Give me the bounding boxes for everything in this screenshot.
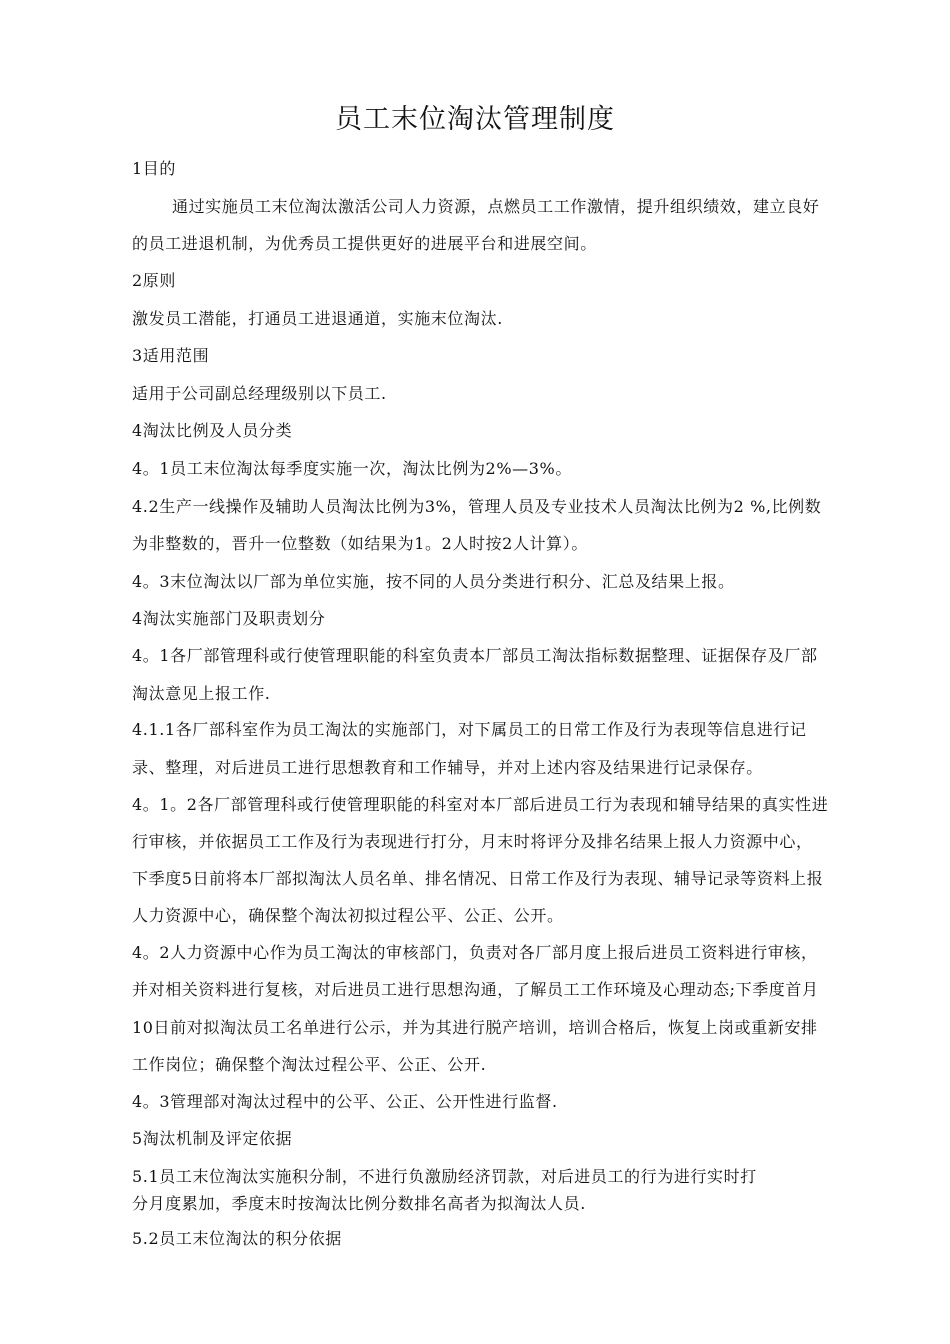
paragraph-line: 通过实施员工末位淘汰激活公司人力资源，点燃员工工作激情，提升组织绩效，建立良好 xyxy=(172,197,820,216)
paragraph-line: 10日前对拟淘汰员工名单进行公示，并为其进行脱产培训，培训合格后，恢复上岗或重新安排 xyxy=(132,1018,818,1037)
paragraph-line: 5.1员工末位淘汰实施积分制，不进行负激励经济罚款，对后进员工的行为进行实时打 xyxy=(132,1167,757,1186)
paragraph-line: 为非整数的，晋升一位整数（如结果为1。2人时按2人计算）。 xyxy=(132,534,588,553)
paragraph-line: 4.1.1各厂部科室作为员工淘汰的实施部门，对下属员工的日常工作及行为表现等信息进行记 xyxy=(132,720,807,739)
document-title: 员工末位淘汰管理制度 xyxy=(335,104,615,135)
paragraph-line: 4。1。2各厂部管理科或行使管理职能的科室对本厂部后进员工行为表现和辅导结果的真实性进 xyxy=(132,795,829,814)
paragraph-line: 并对相关资料进行复核，对后进员工进行思想沟通，了解员工工作环境及心理动态;下季度首月 xyxy=(132,980,819,999)
paragraph-line: 的员工进退机制，为优秀员工提供更好的进展平台和进展空间。 xyxy=(132,234,597,253)
paragraph-line: 5.2员工末位淘汰的积分依据 xyxy=(132,1229,342,1248)
paragraph-line: 分月度累加，季度末时按淘汰比例分数排名高者为拟淘汰人员. xyxy=(132,1194,586,1213)
paragraph-line: 录、整理，对后进员工进行思想教育和工作辅导，并对上述内容及结果进行记录保存。 xyxy=(132,758,763,777)
heading-purpose: 1目的 xyxy=(132,159,176,178)
paragraph-line: 人力资源中心，确保整个淘汰初拟过程公平、公正、公开。 xyxy=(132,906,564,925)
paragraph-line: 适用于公司副总经理级别以下员工. xyxy=(132,384,387,403)
paragraph-line: 4。1员工末位淘汰每季度实施一次，淘汰比例为2%—3%。 xyxy=(132,459,572,478)
heading-mechanism: 5淘汰机制及评定依据 xyxy=(132,1129,293,1148)
paragraph-line: 4。3末位淘汰以厂部为单位实施，按不同的人员分类进行积分、汇总及结果上报。 xyxy=(132,572,735,591)
heading-departments: 4淘汰实施部门及职责划分 xyxy=(132,609,326,628)
paragraph-line: 工作岗位；确保整个淘汰过程公平、公正、公开. xyxy=(132,1055,487,1074)
paragraph-line: 4。3管理部对淘汰过程中的公平、公正、公开性进行监督. xyxy=(132,1092,558,1111)
paragraph-line: 4.2生产一线操作及辅助人员淘汰比例为3%，管理人员及专业技术人员淘汰比例为2 %,比例数 xyxy=(132,497,822,516)
paragraph-line: 激发员工潜能，打通员工进退通道，实施末位淘汰. xyxy=(132,309,503,328)
paragraph-line: 4。1各厂部管理科或行使管理职能的科室负责本厂部员工淘汰指标数据整理、证据保存及厂部 xyxy=(132,646,818,665)
paragraph-line: 4。2人力资源中心作为员工淘汰的审核部门，负责对各厂部月度上报后进员工资料进行审核， xyxy=(132,943,818,962)
heading-ratio: 4淘汰比例及人员分类 xyxy=(132,421,293,440)
paragraph-line: 行审核，并依据员工工作及行为表现进行打分，月末时将评分及排名结果上报人力资源中心， xyxy=(132,832,813,851)
paragraph-line: 下季度5日前将本厂部拟淘汰人员名单、排名情况、日常工作及行为表现、辅导记录等资料上报 xyxy=(132,869,824,888)
heading-scope: 3适用范围 xyxy=(132,346,210,365)
paragraph-line: 淘汰意见上报工作. xyxy=(132,684,271,703)
heading-principle: 2原则 xyxy=(132,271,176,290)
